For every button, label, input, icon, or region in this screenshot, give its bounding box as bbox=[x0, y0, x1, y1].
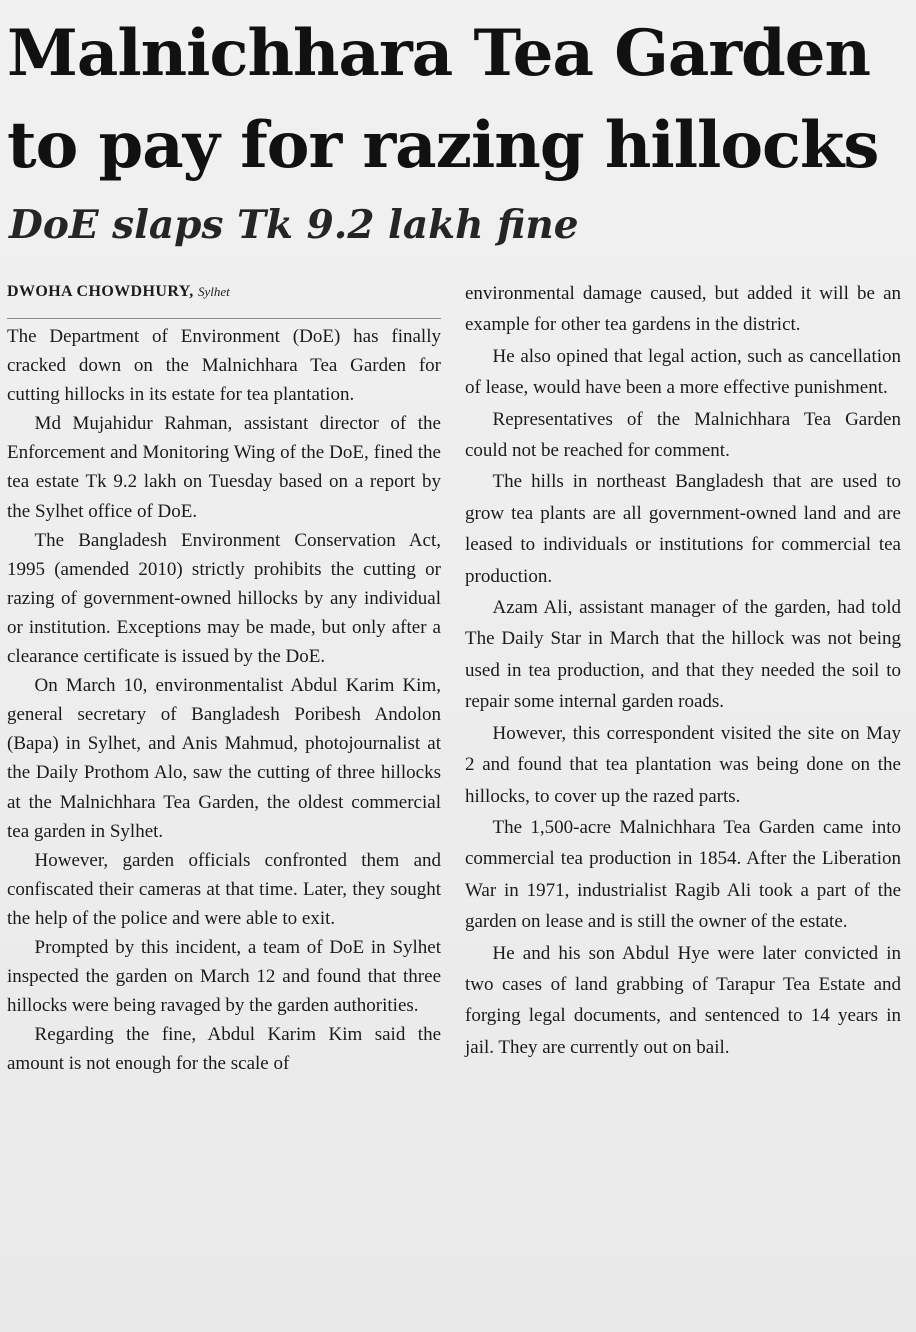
paragraph: Azam Ali, assistant manager of the garden, had told The Daily Star in March that the hillock was not being used in tea production, and that they needed the soil to repair some internal garden roads. bbox=[465, 597, 901, 713]
subheadline: DoE slaps Tk 9.2 lakh fine bbox=[9, 202, 579, 248]
paragraph: However, this correspondent visited the site on May 2 and found that tea plantation was being done on the hillocks, to cover up the razed parts. bbox=[465, 722, 901, 807]
paragraph: On March 10, environmentalist Abdul Karim Kim, general secretary of Bangladesh Poribesh Andolon (Bapa) in Sylhet, and Anis Mahmud, photojournalist at the Daily Prothom Alo, saw the cutting of three hillocks at the Malnichhara Tea Garden, the oldest commercial tea garden in Sylhet. bbox=[7, 675, 441, 842]
headline-line-1: Malnichhara Tea Garden bbox=[7, 16, 871, 91]
paragraph: He and his son Abdul Hye were later convicted in two cases of land grabbing of Tarapur Tea Estate and forging legal documents, and sentenced to 14 years in jail. They are currently out on bail. bbox=[465, 942, 901, 1058]
headline bbox=[7, 8, 902, 192]
byline bbox=[7, 278, 441, 319]
paragraph: He also opined that legal action, such as cancellation of lease, would have been a more effective punishment. bbox=[465, 345, 901, 399]
paragraph: The 1,500-acre Malnichhara Tea Garden came into commercial tea production in 1854. After the Liberation War in 1971, industrialist Ragib Ali took a part of the garden on lease and is still the owner of the estate. bbox=[465, 816, 901, 933]
right-column bbox=[465, 278, 901, 1308]
byline-location: Sylhet bbox=[198, 284, 230, 299]
byline-author: DWOHA CHOWDHURY, bbox=[7, 283, 194, 300]
paragraph: However, garden officials confronted them and confiscated their cameras at that time. Later, they sought the help of the police and were able to exit. bbox=[7, 849, 441, 929]
paragraph: The hills in northeast Bangladesh that are used to grow tea plants are all government-owned land and are leased to individuals or institutions for commercial tea production. bbox=[465, 471, 901, 587]
paragraph: Representatives of the Malnichhara Tea Garden could not be reached for comment. bbox=[465, 408, 901, 462]
paragraph: The Bangladesh Environment Conservation Act, 1995 (amended 2010) strictly prohibits the cutting or razing of government-owned hillocks by any individual or institution. Exceptions may be made, but only after a clearance certificate is issued by the DoE. bbox=[7, 529, 441, 668]
headline-line-2: to pay for razing hillocks bbox=[7, 108, 879, 183]
paragraph: Md Mujahidur Rahman, assistant director of the Enforcement and Monitoring Wing of the DoE, fined the tea estate Tk 9.2 lakh on Tuesday based on a report by the Sylhet office of DoE. bbox=[7, 413, 441, 522]
paragraph: environmental damage caused, but added it will be an example for other tea gardens in the district. bbox=[465, 283, 901, 336]
paragraph: Prompted by this incident, a team of DoE in Sylhet inspected the garden on March 12 and found that three hillocks were being ravaged by the garden authorities. bbox=[7, 936, 441, 1017]
paragraph: Regarding the fine, Abdul Karim Kim said the amount is not enough for the scale of bbox=[7, 1024, 441, 1075]
left-column bbox=[7, 278, 441, 1308]
paragraph: The Department of Environment (DoE) has finally cracked down on the Malnichhara Tea Garden for cutting hillocks in its estate for tea plantation. bbox=[7, 326, 441, 406]
article-body bbox=[7, 278, 902, 1308]
